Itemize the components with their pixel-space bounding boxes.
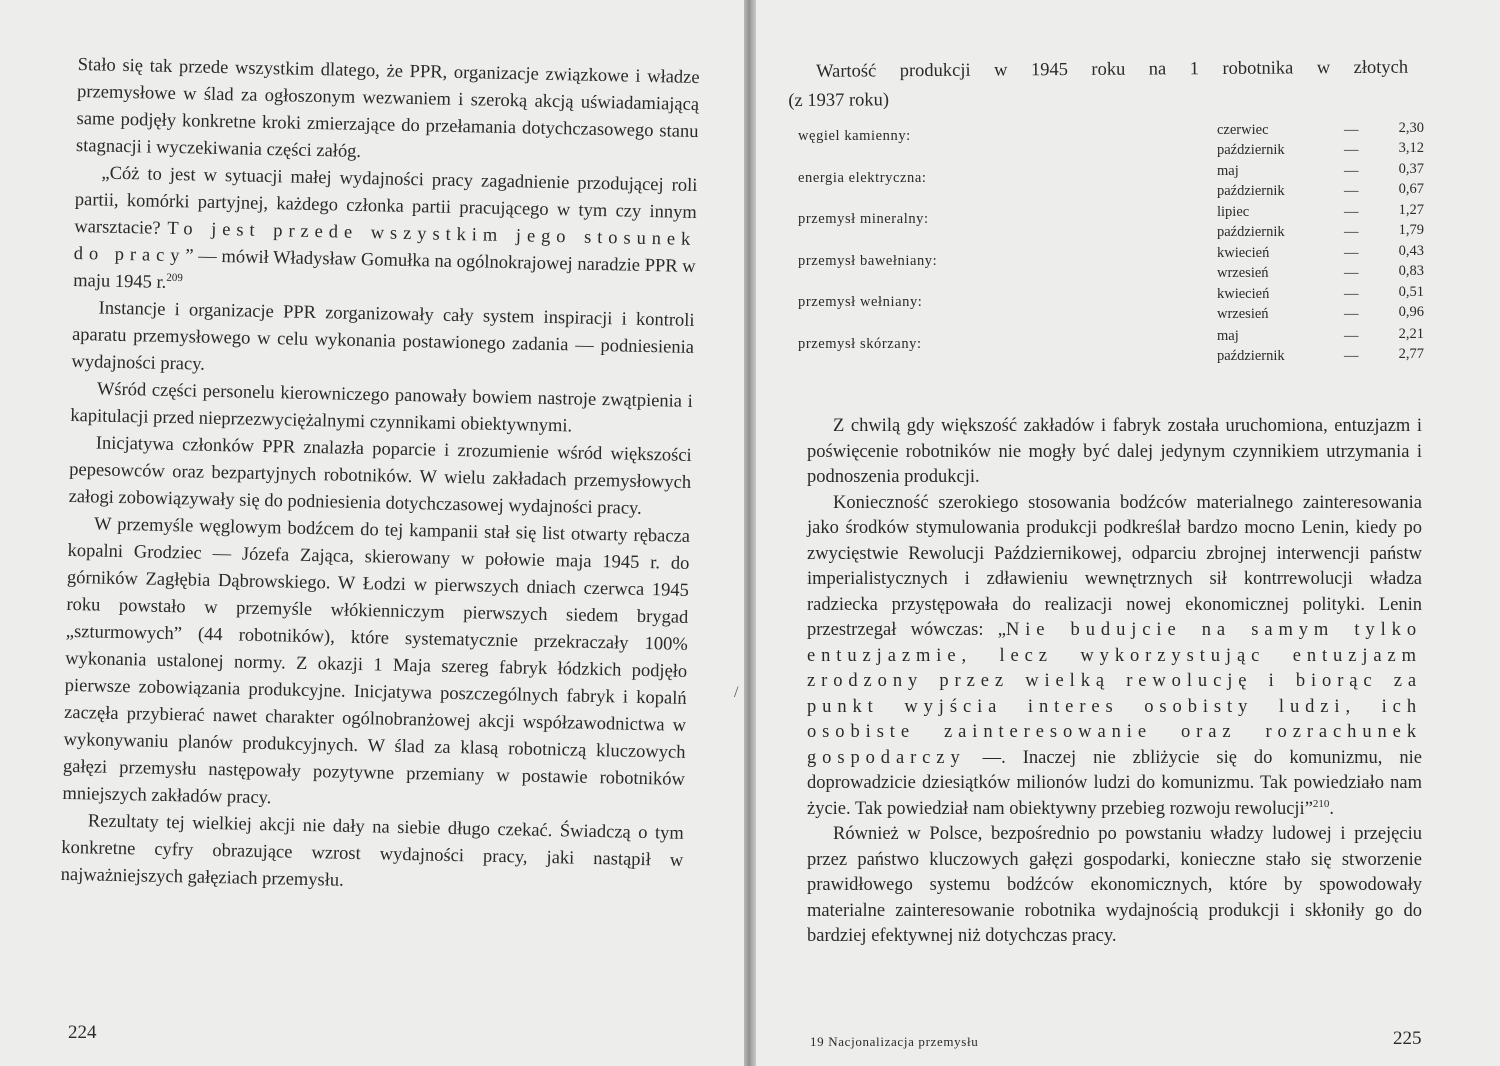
category-label: węgiel kamienny: bbox=[798, 128, 911, 144]
paragraph: Również w Polsce, bezpośrednio po powstaniu władzy ludowej i przejęciu przez państwo kluczowych gałęzi gospodarki, konieczne stało się stworzenie prawidłowego systemu bodźców ekonomicznych, które by spowodowały materialne zainteresowanie robotnika wydajnością produkcji i skłoniły go do bardziej efektywnej niż dotychczas pracy. bbox=[807, 824, 1422, 946]
value-cell: 1,27 bbox=[1398, 202, 1424, 218]
value-cell: 0,83 bbox=[1398, 263, 1424, 279]
paragraph-text: „Cóż to jest w sytuacji małej wydajności pracy zagadnienie przodującej roli partii, komórki partyjnej, każdego członka partii pracującego w tym czy innym warsztacie? bbox=[74, 163, 698, 239]
value-cell: 0,37 bbox=[1398, 161, 1424, 177]
month-cell: październik bbox=[1217, 224, 1285, 240]
paragraph-text: —. Inaczej nie zbliżycie się do komunizmu, nie doprowadzicie dziesiątków milionów ludzi do komunizmu. Tak powiedziało nam życie. Tak powiedział nam obiektywny przebieg rozwoju rewolucji” bbox=[807, 747, 1422, 819]
category-label: energia elektryczna: bbox=[798, 170, 927, 186]
paragraph-text: . bbox=[1329, 798, 1335, 819]
month-cell: wrzesień bbox=[1217, 306, 1269, 322]
table-title-line: Wartość produkcji w 1945 roku na 1 robotnika w złotych bbox=[816, 57, 1409, 82]
value-cell: 2,77 bbox=[1398, 346, 1424, 362]
value-cell: 3,12 bbox=[1398, 140, 1424, 156]
dash-cell: — bbox=[1344, 163, 1359, 179]
dash-cell: — bbox=[1344, 183, 1359, 199]
paragraph: Stało się tak przede wszystkim dlatego, że PPR, organizacje związkowe i władze przemysłowe w ślad za ogłoszonym wezwaniem i szeroką akcją uświadamiającą same podjęły konkretne kroki zmierzające do przełamania dotychczasowego stanu stagnacji i wyczekiwania części załóg. bbox=[75, 54, 700, 162]
paragraph-quote-gomulka bbox=[73, 160, 698, 308]
page-number: 224 bbox=[68, 1022, 97, 1043]
dash-cell: — bbox=[1344, 142, 1359, 158]
paragraph-text: ” — mówił Władysław Gomułka na ogólnokrajowej naradzie PPR w maju 1945 r. bbox=[72, 246, 696, 293]
dash-cell: — bbox=[1344, 328, 1359, 344]
paragraph: Rezultaty tej wielkiej akcji nie dały na siebie długo czekać. Świadczą o tym konkretne cyfry obrazujące wzrost wydajności pracy, jaki nastąpił w najważniejszych gałęziach przemysłu. bbox=[60, 811, 684, 891]
paragraph-quote-lenin bbox=[807, 491, 1422, 823]
dash-cell: — bbox=[1344, 306, 1359, 322]
month-cell: czerwiec bbox=[1217, 122, 1269, 138]
value-cell: 2,30 bbox=[1398, 120, 1424, 136]
book-gutter bbox=[744, 0, 756, 1066]
category-label: przemysł skórzany: bbox=[798, 336, 922, 352]
paragraph: Wśród części personelu kierowniczego panowały bowiem nastroje zwątpienia i kapitulacji przed nieprzezwyciężalnymi czynnikami obiektywnymi. bbox=[70, 379, 694, 437]
right-text-column bbox=[807, 414, 1422, 950]
value-cell: 0,43 bbox=[1398, 243, 1424, 259]
right-page bbox=[756, 0, 1500, 1066]
page-number: 225 bbox=[1393, 1028, 1422, 1049]
month-cell: wrzesień bbox=[1217, 265, 1269, 281]
paragraph: Z chwilą gdy większość zakładów i fabryk została uruchomiona, entuzjazm i poświęcenie robotników nie mogły być dalej jedynym czynnikiem utrzymania i podnoszenia produkcji. bbox=[807, 416, 1422, 487]
dash-cell: — bbox=[1344, 204, 1359, 220]
value-cell: 1,79 bbox=[1398, 222, 1424, 238]
value-cell: 0,96 bbox=[1398, 304, 1424, 320]
month-cell: kwiecień bbox=[1217, 245, 1270, 261]
footnote-ref: 210 bbox=[1312, 797, 1330, 810]
month-cell: październik bbox=[1217, 183, 1285, 199]
paragraph-text: Konieczność szerokiego stosowania bodźców materialnego zainteresowania jako środków stymulowania produkcji podkreślał bardzo mocno Lenin, kiedy po zwycięstwie Rewolucji Październikowej, odparciu zbrojnej interwencji państw imperialistycznych i zdławieniu wewnętrznych sił kontrrewolucji władza radziecka przystępowała do realizacji nowej ekonomicznej polityki. Lenin przestrzegał wówczas: „ bbox=[807, 492, 1422, 640]
left-text-column bbox=[60, 52, 699, 902]
dash-cell: — bbox=[1344, 286, 1359, 302]
table-title-line: (z 1937 roku) bbox=[788, 90, 890, 111]
category-label: przemysł wełniany: bbox=[798, 294, 923, 310]
left-page bbox=[0, 0, 744, 1066]
category-label: przemysł bawełniany: bbox=[798, 253, 938, 269]
footnote-ref: 209 bbox=[166, 271, 183, 285]
dash-cell: — bbox=[1344, 122, 1359, 138]
month-cell: październik bbox=[1217, 142, 1285, 158]
month-cell: kwiecień bbox=[1217, 286, 1270, 302]
dash-cell: — bbox=[1344, 265, 1359, 281]
category-label: przemysł mineralny: bbox=[798, 211, 929, 227]
dash-cell: — bbox=[1344, 348, 1359, 364]
dash-cell: — bbox=[1344, 245, 1359, 261]
month-cell: maj bbox=[1217, 163, 1239, 179]
value-cell: 0,67 bbox=[1398, 181, 1424, 197]
month-cell: maj bbox=[1217, 328, 1239, 344]
paragraph: Instancje i organizacje PPR zorganizowały cały system inspiracji i kontroli aparatu przemysłowego w celu wykonania postawionego zadania — podniesienia wydajności pracy. bbox=[71, 298, 695, 375]
spaced-emphasis: Nie budujcie na samym tylko entuzjazmie, lecz wykorzystując entuzjazm zrodzony przez wielką rewolucję i biorąc za punkt wyjścia interes osobisty ludzi, ich osobiste zainteresowanie oraz rozrachunek gospodarczy bbox=[807, 620, 1423, 768]
signature-footer: 19 Nacjonalizacja przemysłu bbox=[810, 1034, 979, 1049]
spaced-emphasis: To jest przede wszystkim jego stosunek do pracy bbox=[73, 218, 697, 267]
pencil-mark: / bbox=[734, 684, 739, 701]
month-cell: październik bbox=[1217, 348, 1285, 364]
value-cell: 0,51 bbox=[1398, 284, 1424, 300]
month-cell: lipiec bbox=[1217, 204, 1250, 220]
dash-cell: — bbox=[1344, 224, 1359, 240]
paragraph: W przemyśle węglowym bodźcem do tej kampanii stał się list otwarty rębacza kopalni Grodziec — Józefa Zająca, skierowany w połowie maja 1945 r. do górników Zagłębia Dąbrowskiego. W Łodzi w pierwszych dniach czerwca 1945 roku powstało w przemyśle włókienniczym pierwszych siedem brygad „szturmowych” (44 robotników), które systematycznie przekraczały 100% wykonania ustalonej normy. Z okazji 1 Maja szereg fabryk łódzkich podjęło pierwsze zobowiązania produkcyjne. Inicjatywa poszczególnych fabryk i kopalń zaczęła przybierać nawet charakter ogólnobranżowej akcji współzawodnictwa w wykonywaniu planów produkcyjnych. W ślad za klasą robotniczą kluczowych gałęzi przemysłu następowały pozytywne przemiany w postawie robotników mniejszych zakładów pracy. bbox=[62, 514, 691, 809]
productivity-table bbox=[756, 0, 1500, 400]
paragraph: Inicjatywa członków PPR znalazła poparcie i zrozumienie wśród większości pepesowców oraz bezpartyjnych robotników. W wielu zakładach przemysłowych załogi zobowiązywały się do podniesienia dotychczasowej wydajności pracy. bbox=[68, 433, 692, 519]
value-cell: 2,21 bbox=[1398, 326, 1424, 342]
